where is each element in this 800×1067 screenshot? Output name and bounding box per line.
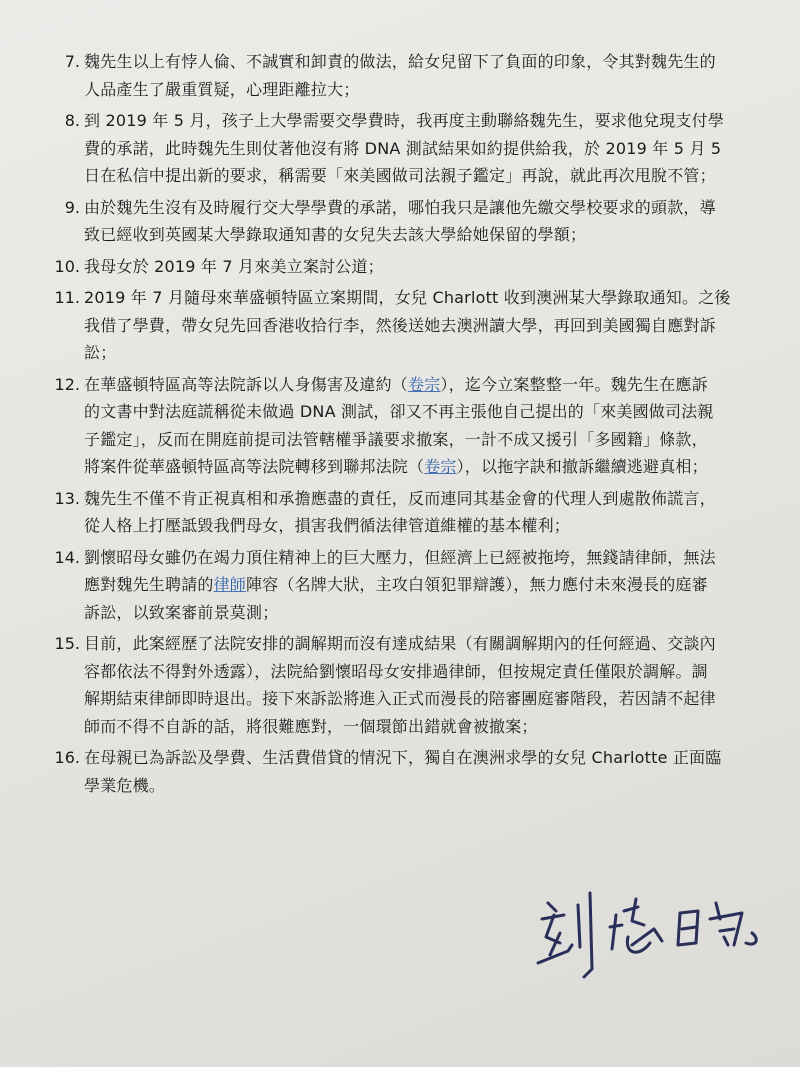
item-line: 魏先生以上有悖人倫、不誠實和卸責的做法，給女兒留下了負面的印象，令其對魏先生的 <box>84 52 716 71</box>
item-number: 13. <box>54 488 80 508</box>
item-text: 陣容（名牌大狀，主攻白領犯罪辯護），無力應付未來漫長的庭審 <box>246 575 708 594</box>
list-item-7 <box>56 48 786 103</box>
item-number: 15. <box>54 634 80 653</box>
item-line: 到 2019 年 5 月，孩子上大學需要交學費時，我再度主動聯絡魏先生，要求他兌現支付學 <box>84 111 725 130</box>
item-line <box>84 453 786 481</box>
item-line: 日在私信中提出新的要求，稱需要「來美國做司法親子鑑定」再說，就此再次甩脫不管； <box>84 166 716 185</box>
item-line: 解期結束律師即時退出。接下來訴訟將進入正式而漫長的陪審團庭審階段，若因請不起律 <box>84 689 716 708</box>
item-text: 應對魏先生聘請的 <box>84 575 214 594</box>
item-line: 魏先生不僅不肯正視真相和承擔應盡的責任，反而連同其基金會的代理人到處散佈謊言， <box>84 488 716 508</box>
list-item-11 <box>56 284 786 367</box>
item-line: 我母女於 2019 年 7 月來美立案討公道； <box>84 256 384 276</box>
list-item-8 <box>56 107 786 190</box>
item-line: 師而不得不自訴的話，將很難應對，一個環節出錯就會被撤案； <box>84 716 538 736</box>
item-text: ），迄今立案整整一年。魏先生在應訴 <box>440 374 708 394</box>
item-number: 7. <box>64 52 80 71</box>
numbered-list <box>56 48 786 799</box>
item-line: 在母親已為訴訟及學費、生活費借貸的情況下，獨自在澳洲求學的女兒 Charlotte 正面臨 <box>84 748 722 767</box>
federal-case-file-link[interactable]: 卷宗 <box>424 457 457 476</box>
item-line: 由於魏先生沒有及時履行交大學學費的承諾，哪怕我只是讓他先繳交學校要求的頭款，導 <box>84 197 716 217</box>
item-line: 人品產生了嚴重質疑，心理距離拉大； <box>84 79 360 99</box>
item-number: 9. <box>64 197 80 217</box>
item-line <box>84 571 786 599</box>
list-item-9 <box>56 194 786 249</box>
item-number: 12. <box>54 374 80 394</box>
item-number: 11. <box>54 288 80 307</box>
item-line: 訟； <box>84 343 117 362</box>
item-text: 在華盛頓特區高等法院訴以人身傷害及違約（ <box>84 374 409 394</box>
list-item-15 <box>56 630 786 740</box>
case-file-link[interactable]: 卷宗 <box>408 374 441 394</box>
item-line: 容都依法不得對外透露），法院給劉懷昭母女安排過律師，但按規定責任僅限於調解。調 <box>84 661 708 681</box>
item-number: 16. <box>54 748 80 767</box>
item-line: 從人格上打壓詆毀我們母女，損害我們循法律管道維權的基本權利； <box>84 516 571 535</box>
list-item-12 <box>56 371 786 481</box>
item-line <box>84 371 786 399</box>
list-item-10 <box>56 253 786 281</box>
item-line: 費的承諾，此時魏先生則仗著他沒有將 DNA 測試結果如約提供給我，於 2019 年 5 月 5 <box>84 138 722 158</box>
item-line: 致已經收到英國某大學錄取通知書的女兒失去該大學給她保留的學額； <box>84 225 587 244</box>
item-line: 我借了學費，帶女兒先回香港收拾行李，然後送她去澳洲讀大學，再回到美國獨自應對訴 <box>84 315 716 335</box>
item-line: 目前，此案經歷了法院安排的調解期而沒有達成結果（有關調解期內的任何經過、交談內 <box>84 634 716 653</box>
list-item-16 <box>56 744 786 799</box>
item-line: 訴訟，以致案審前景莫測； <box>84 602 279 622</box>
item-text: 將案件從華盛頓特區高等法院轉移到聯邦法院（ <box>84 457 425 476</box>
list-item-14 <box>56 544 786 627</box>
item-line: 劉懷昭母女雖仍在竭力頂住精神上的巨大壓力，但經濟上已經被拖垮，無錢請律師，無法 <box>84 547 716 567</box>
item-number: 14. <box>54 547 80 567</box>
item-line: 學業危機。 <box>84 775 166 795</box>
item-text: ），以拖字訣和撤訴繼續逃避真相； <box>456 457 708 476</box>
item-line: 子鑑定」，反而在開庭前提司法管轄權爭議要求撤案，一計不成又援引「多國籍」條款， <box>84 429 708 449</box>
item-line: 2019 年 7 月隨母來華盛頓特區立案期間，女兒 Charlott 收到澳洲某大學錄取通知。之後 <box>84 288 731 307</box>
item-line: 的文書中對法庭謊稱從未做過 DNA 測試，卻又不再主張他自己提出的「來美國做司法親 <box>84 402 714 421</box>
item-number: 8. <box>64 111 80 130</box>
item-number: 10. <box>54 256 80 276</box>
list-item-13 <box>56 485 786 540</box>
handwritten-signature <box>520 885 780 985</box>
lawyer-link[interactable]: 律師 <box>213 575 247 594</box>
